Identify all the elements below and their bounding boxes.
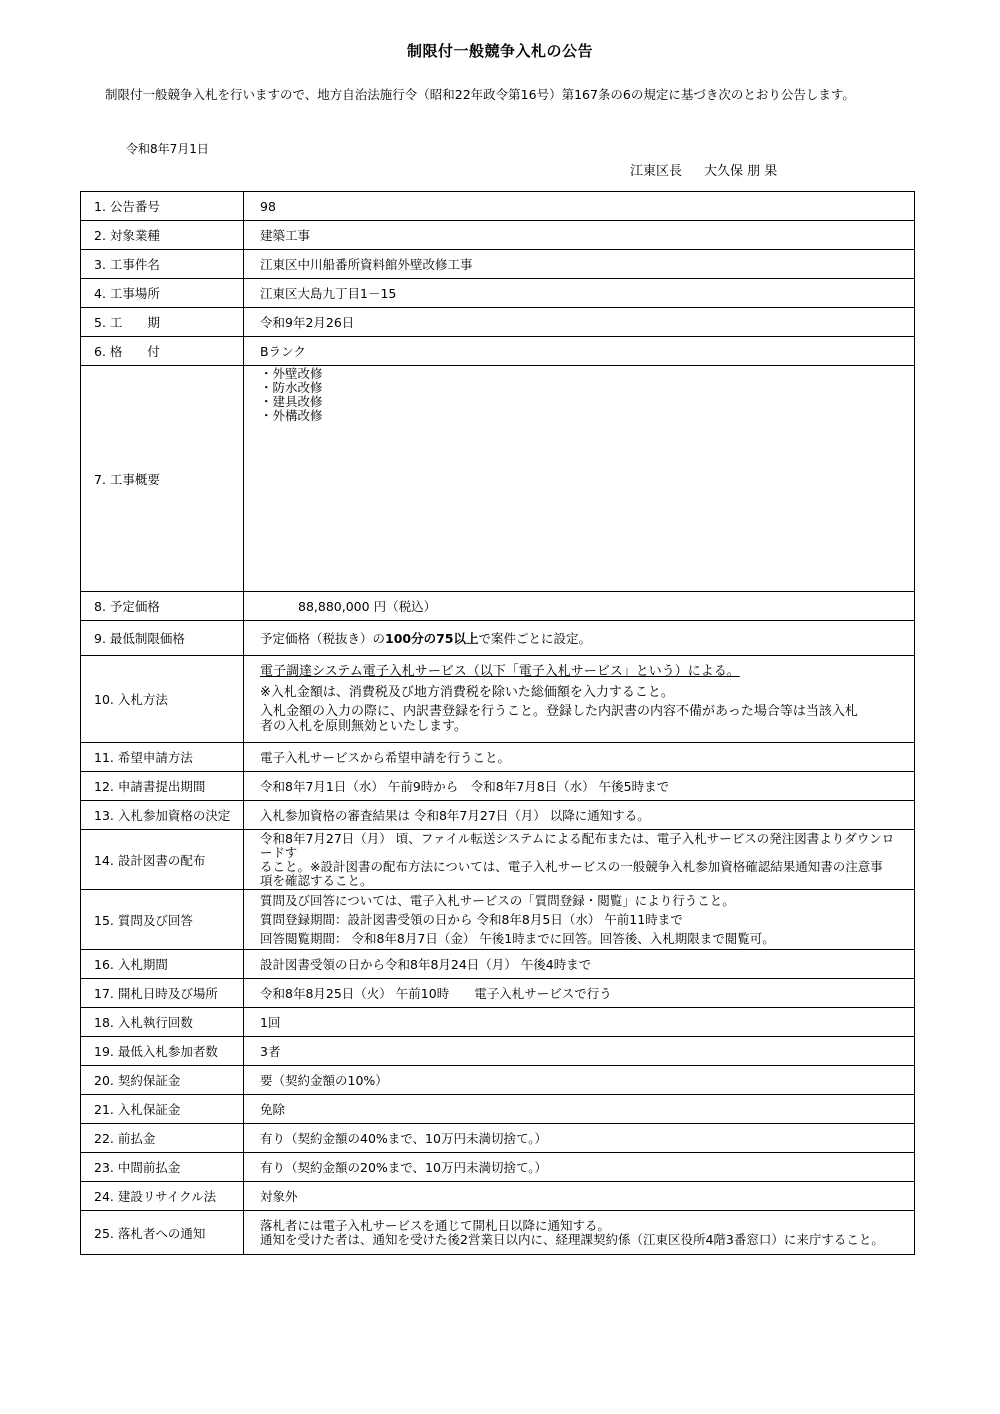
row-value — [244, 366, 915, 592]
row-value: Bランク — [244, 337, 915, 366]
overview-item: ・外壁改修 — [260, 366, 323, 381]
table-row — [81, 621, 915, 656]
row-label: 5. 工 期 — [81, 308, 244, 337]
row-label: 25. 落札者への通知 — [81, 1211, 244, 1255]
min-price-prefix: 予定価格（税抜き）の — [260, 631, 386, 646]
row-label: 16. 入札期間 — [81, 950, 244, 979]
row-value: 江東区中川船番所資料館外壁改修工事 — [244, 250, 915, 279]
row-label: 10. 入札方法 — [81, 656, 244, 743]
qa-line: 質問及び回答については、電子入札サービスの「質問登録・閲覧」により行うこと。 — [260, 893, 735, 908]
table-row — [81, 1153, 915, 1182]
planned-price-unit: 円（税込） — [373, 599, 437, 614]
row-value — [244, 621, 915, 656]
intro-text — [95, 87, 915, 103]
drawing-distribution-line: 項を確認すること。 — [260, 872, 373, 888]
winner-notice-line: 落札者には電子入札サービスを通じて開札日以降に通知する。 — [260, 1217, 611, 1233]
table-row — [81, 743, 915, 772]
table-row — [81, 801, 915, 830]
row-value — [244, 592, 915, 621]
row-label: 24. 建設リサイクル法 — [81, 1182, 244, 1211]
row-label: 23. 中間前払金 — [81, 1153, 244, 1182]
min-price-suffix: で案件ごとに設定。 — [478, 631, 592, 646]
row-value — [244, 1211, 915, 1255]
row-label: 13. 入札参加資格の決定 — [81, 801, 244, 830]
row-label: 1. 公告番号 — [81, 192, 244, 221]
row-label: 3. 工事件名 — [81, 250, 244, 279]
row-value: 令和9年2月26日 — [244, 308, 915, 337]
table-row — [81, 772, 915, 801]
row-value — [244, 890, 915, 950]
row-label: 20. 契約保証金 — [81, 1066, 244, 1095]
table-row — [81, 192, 915, 221]
table-row — [81, 950, 915, 979]
min-price-ratio: 100分の75以上 — [385, 631, 479, 646]
planned-price-amount: 88,880,000 — [298, 599, 370, 614]
row-label: 4. 工事場所 — [81, 279, 244, 308]
overview-item: ・外構改修 — [260, 408, 323, 423]
qa-line: 質問登録期間：設計図書受領の日から 令和8年8月5日（水） 午前11時まで — [260, 912, 683, 927]
row-value: 98 — [244, 192, 915, 221]
row-label: 14. 設計図書の配布 — [81, 830, 244, 890]
signer-name: 大久保 朋 果 — [704, 164, 778, 179]
row-label: 2. 対象業種 — [81, 221, 244, 250]
table-row — [81, 1182, 915, 1211]
row-label: 19. 最低入札参加者数 — [81, 1037, 244, 1066]
row-value: 有り（契約金額の20%まで、10万円未満切捨て。） — [244, 1153, 915, 1182]
row-value: 要（契約金額の10%） — [244, 1066, 915, 1095]
signer-title: 江東区長 — [630, 164, 683, 179]
row-value: 3者 — [244, 1037, 915, 1066]
table-row — [81, 279, 915, 308]
table-row — [81, 1124, 915, 1153]
drawing-distribution-line: 令和8年7月27日（月） 頃、ファイル転送システムによる配布または、電子入札サービスの発注図書よりダウンロードす — [260, 830, 895, 860]
winner-notice-line: 通知を受けた者は、通知を受けた後2営業日以内に、経理課契約係（江東区役所4階3番窓口）に来庁すること。 — [260, 1231, 884, 1247]
bid-method-line: 電子調達システム電子入札サービス（以下「電子入札サービス」という）による。 — [260, 664, 740, 679]
row-label: 21. 入札保証金 — [81, 1095, 244, 1124]
table-row — [81, 337, 915, 366]
drawing-distribution-line: ること。※設計図書の配布方法については、電子入札サービスの一般競争入札参加資格確認結果通知書の注意事 — [260, 858, 883, 874]
row-value — [244, 830, 915, 890]
table-row — [81, 221, 915, 250]
overview-item: ・建具改修 — [260, 394, 323, 409]
table-row — [81, 1037, 915, 1066]
signer — [630, 160, 777, 179]
row-value: 設計図書受領の日から令和8年8月24日（月） 午後4時まで — [244, 950, 915, 979]
table-row — [81, 890, 915, 950]
row-label: 9. 最低制限価格 — [81, 621, 244, 656]
row-value: 入札参加資格の審査結果は 令和8年7月27日（月） 以降に通知する。 — [244, 801, 915, 830]
table-row — [81, 979, 915, 1008]
bid-method-line: 者の入札を原則無効といたします。 — [260, 719, 467, 734]
table-row — [81, 1211, 915, 1255]
row-label: 15. 質問及び回答 — [81, 890, 244, 950]
row-value: 電子入札サービスから希望申請を行うこと。 — [244, 743, 915, 772]
table-row — [81, 1066, 915, 1095]
row-value: 建築工事 — [244, 221, 915, 250]
row-value — [244, 656, 915, 743]
table-row — [81, 1008, 915, 1037]
row-label: 8. 予定価格 — [81, 592, 244, 621]
row-value: 有り（契約金額の40%まで、10万円未満切捨て。） — [244, 1124, 915, 1153]
bid-method-line: 入札金額の入力の際に、内訳書登録を行うこと。登録した内訳書の内容不備があった場合等は当該入札 — [260, 704, 858, 719]
row-label: 12. 申請書提出期間 — [81, 772, 244, 801]
notice-table — [80, 191, 915, 1255]
row-label: 18. 入札執行回数 — [81, 1008, 244, 1037]
row-value: 免除 — [244, 1095, 915, 1124]
row-label: 6. 格 付 — [81, 337, 244, 366]
row-value: 対象外 — [244, 1182, 915, 1211]
row-label: 7. 工事概要 — [81, 366, 244, 592]
row-label: 11. 希望申請方法 — [81, 743, 244, 772]
overview-item: ・防水改修 — [260, 380, 323, 395]
table-row — [81, 250, 915, 279]
table-row — [81, 308, 915, 337]
notice-date: 令和8年7月1日 — [126, 142, 209, 156]
row-value: 1回 — [244, 1008, 915, 1037]
row-label: 17. 開札日時及び場所 — [81, 979, 244, 1008]
table-row — [81, 592, 915, 621]
intro-sentence: 制限付一般競争入札を行いますので、地方自治法施行令（昭和22年政令第16号）第167条の6の規定に基づき次のとおり公告します。 — [105, 87, 855, 102]
row-value: 江東区大島九丁目1－15 — [244, 279, 915, 308]
qa-line: 回答閲覧期間： 令和8年8月7日（金） 午後1時までに回答。回答後、入札期限まで閲覧可。 — [260, 931, 775, 946]
table-row — [81, 366, 915, 592]
table-row — [81, 830, 915, 890]
table-row — [81, 1095, 915, 1124]
page-title: 制限付一般競争入札の公告 — [406, 42, 593, 60]
row-value: 令和8年8月25日（火） 午前10時 電子入札サービスで行う — [244, 979, 915, 1008]
table-row — [81, 656, 915, 743]
bid-method-line: ※入札金額は、消費税及び地方消費税を除いた総価額を入力すること。 — [260, 685, 674, 700]
row-label: 22. 前払金 — [81, 1124, 244, 1153]
row-value: 令和8年7月1日（水） 午前9時から 令和8年7月8日（水） 午後5時まで — [244, 772, 915, 801]
